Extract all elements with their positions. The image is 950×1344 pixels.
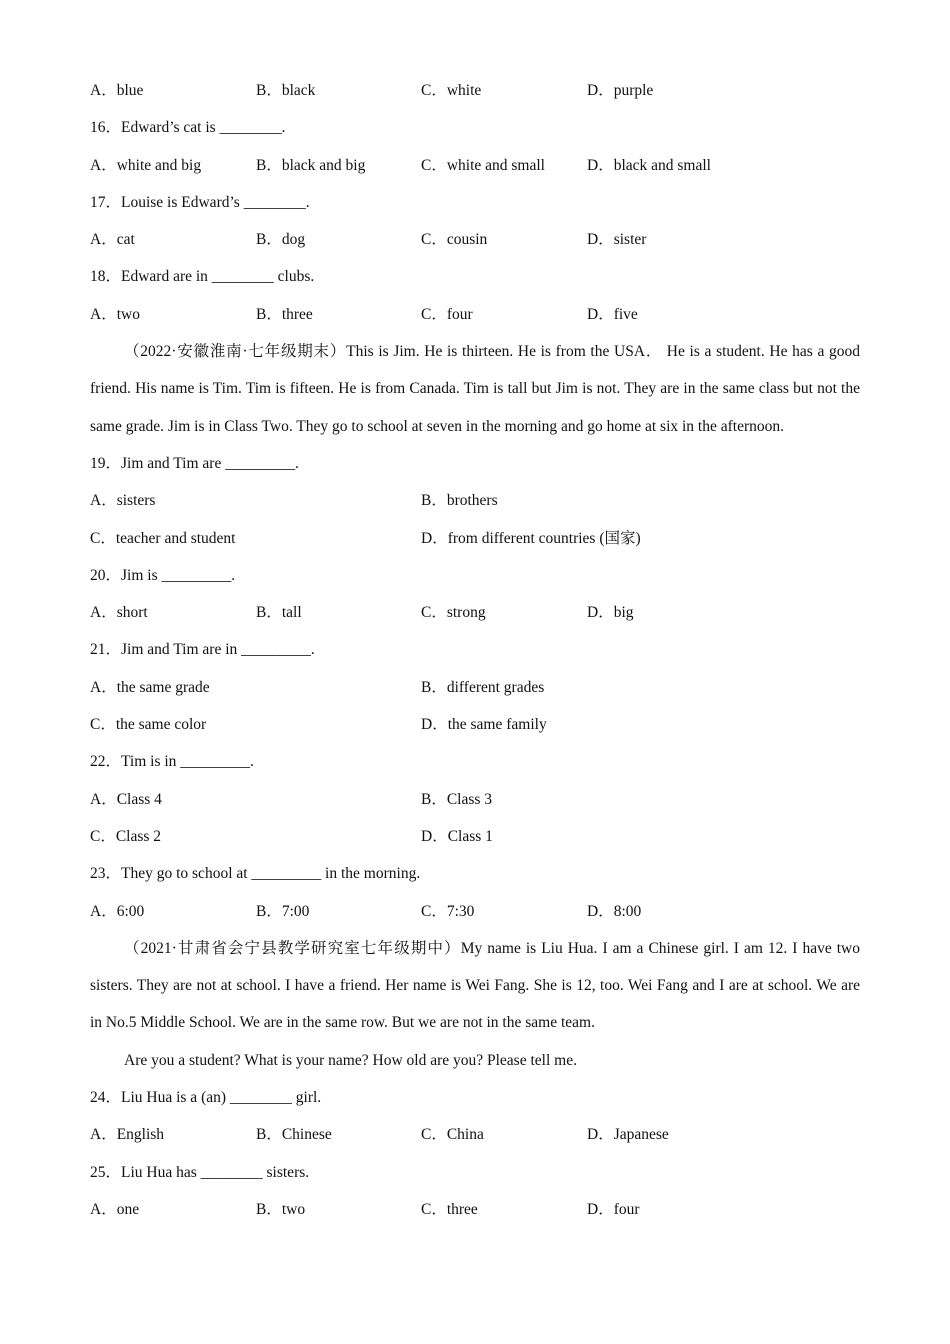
q16-option-b: B．black and big (256, 156, 366, 174)
q24-options (90, 1116, 860, 1153)
q21-stem: 21．Jim and Tim are in _________. (90, 641, 315, 659)
q15-option-a: A．blue (90, 82, 144, 99)
q16-stem: 16．Edward’s cat is ________. (90, 119, 286, 137)
q16-option-d: D．black and small (587, 156, 711, 174)
q20-option-d: D．big (587, 604, 634, 622)
q22-option-d: D．Class 1 (421, 827, 493, 845)
q16-option-a: A．white and big (90, 156, 202, 174)
q22-options-row1 (90, 781, 860, 818)
q25-option-b: B．two (256, 1200, 306, 1218)
q16-options (90, 147, 860, 184)
q17-option-a: A．cat (90, 231, 135, 249)
q18-option-a: A．two (90, 305, 140, 323)
q25-option-c: C．three (421, 1200, 478, 1218)
q23-options (90, 893, 860, 930)
exam-page (90, 72, 860, 1228)
q22-stem: 22．Tim is in _________. (90, 753, 254, 771)
q15-option-d: D．purple (587, 82, 654, 99)
q21-options-row1 (90, 669, 860, 706)
q19-stem: 19．Jim and Tim are _________. (90, 454, 299, 472)
q25-option-d: D．four (587, 1200, 640, 1218)
q21-option-c: C．the same color (90, 716, 207, 734)
q19-options-row1 (90, 482, 860, 519)
q22-option-a: A．Class 4 (90, 790, 162, 808)
q18-option-b: B．three (256, 305, 313, 323)
reading-passage-2-tail: Are you a student? What is your name? How old are you? Please tell me. (124, 1051, 577, 1069)
q19-option-a: A．sisters (90, 492, 156, 510)
q15-option-b: B．black (256, 82, 316, 99)
q23-option-b: B．7:00 (256, 902, 310, 920)
q24-stem: 24．Liu Hua is a (an) ________ girl. (90, 1089, 322, 1107)
q24-option-b: B．Chinese (256, 1126, 332, 1144)
q18-option-c: C．four (421, 305, 473, 323)
q24-option-d: D．Japanese (587, 1126, 669, 1144)
q17-options (90, 221, 860, 258)
q23-option-d: D．8:00 (587, 902, 642, 920)
q21-option-d: D．the same family (421, 716, 547, 734)
q17-stem: 17．Louise is Edward’s ________. (90, 193, 310, 211)
q22-option-b: B．Class 3 (421, 790, 493, 808)
q19-option-b: B．brothers (421, 492, 498, 510)
q17-option-b: B．dog (256, 231, 306, 249)
q15-options (90, 72, 860, 109)
q18-stem: 18．Edward are in ________ clubs. (90, 268, 315, 286)
q24-option-a: A．English (90, 1126, 165, 1144)
q18-option-d: D．five (587, 305, 638, 323)
q20-option-b: B．tall (256, 604, 302, 622)
q23-option-c: C．7:30 (421, 902, 475, 920)
q25-options (90, 1191, 860, 1228)
q20-option-c: C．strong (421, 604, 486, 622)
q24-option-c: C．China (421, 1126, 484, 1144)
q19-options-row2 (90, 520, 860, 557)
reading-passage-1: （2022·安徽淮南·七年级期末）This is Jim. He is thirteen. He is from the USA． He is a student. He has a good friend. His name is Tim. Tim is fifteen. He is from Canada. Tim is tall but Jim is not. They are in the same class but not the same grade. Jim is in Class Two. They go to school at seven in the morning and go home at six in the afternoon. (90, 343, 860, 435)
q15-option-c: C．white (421, 82, 482, 99)
q20-stem: 20．Jim is _________. (90, 566, 236, 584)
reading-passage-2: （2021·甘肃省会宁县教学研究室七年级期中）My name is Liu Hua. I am a Chinese girl. I am 12. I have two sisters. They are not at school. I have a friend. Her name is Wei Fang. She is 12, too. Wei Fang and I are at school. We are in No.5 Middle School. We are in the same row. But we are not in the same team. (90, 939, 860, 1032)
q21-option-a: A．the same grade (90, 678, 210, 696)
q20-options (90, 594, 860, 631)
q19-option-c: C．teacher and student (90, 529, 236, 547)
q20-option-a: A．short (90, 604, 148, 622)
q23-option-a: A．6:00 (90, 902, 145, 920)
q21-option-b: B．different grades (421, 678, 545, 696)
q16-option-c: C．white and small (421, 156, 545, 174)
q21-options-row2 (90, 706, 860, 743)
q17-option-c: C．cousin (421, 231, 488, 249)
q22-option-c: C．Class 2 (90, 827, 162, 845)
q25-option-a: A．one (90, 1200, 140, 1218)
q25-stem: 25．Liu Hua has ________ sisters. (90, 1163, 310, 1181)
q19-option-d: D．from different countries (国家) (421, 529, 641, 547)
q22-options-row2 (90, 818, 860, 855)
q18-options (90, 296, 860, 333)
q17-option-d: D．sister (587, 231, 647, 249)
q23-stem: 23．They go to school at _________ in the morning. (90, 865, 421, 883)
